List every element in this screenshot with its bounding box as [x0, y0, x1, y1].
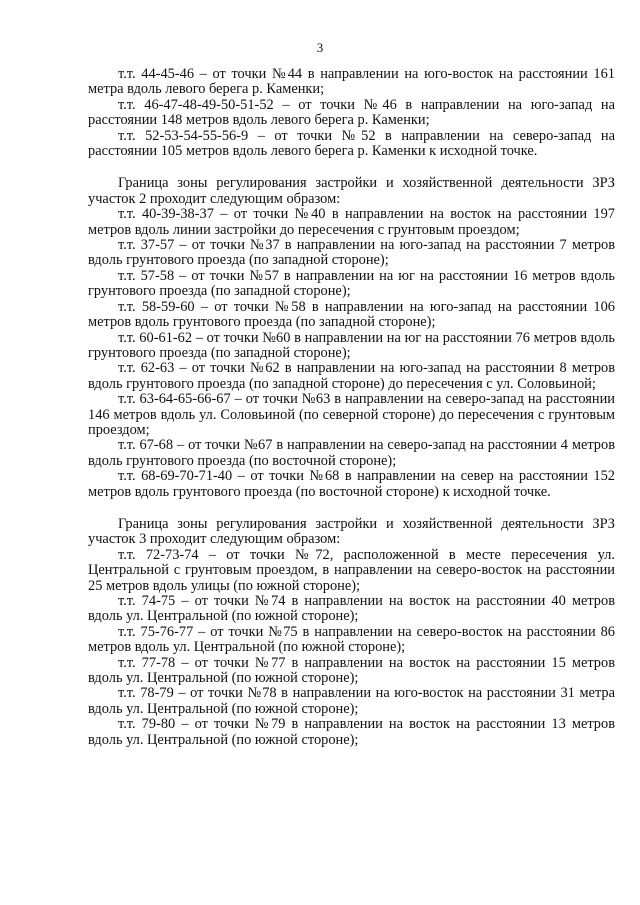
- paragraph: т.т. 60-61-62 – от точки №60 в направлении на юг на расстоянии 76 метров вдоль грунтового проезда (по западной стороне);: [88, 329, 615, 361]
- paragraph: т.т. 78-79 – от точки №78 в направлении на юго-восток на расстоянии 31 метра вдоль ул. Центральной (по южной стороне);: [88, 685, 615, 717]
- paragraph: т.т. 75-76-77 – от точки №75 в направлении на северо-восток на расстоянии 86 метров вдоль ул. Центральной (по южной стороне);: [88, 623, 615, 656]
- section-heading: Граница зоны регулирования застройки и хозяйственной деятельности ЗРЗ участок 2 проходит следующим образом:: [88, 175, 615, 207]
- paragraph: т.т. 63-64-65-66-67 – от точки №63 в направлении на северо-запад на расстоянии 146 метров вдоль ул. Соловьиной (по северной стороне) до пересечения с грунтовым проездом;: [88, 391, 615, 438]
- document-body: [88, 67, 615, 748]
- paragraph: т.т. 62-63 – от точки №62 в направлении на юго-запад на расстоянии 8 метров вдоль грунтового проезда (по западной стороне) до пересечения с ул. Соловьиной;: [88, 360, 615, 392]
- paragraph: т.т. 77-78 – от точки №77 в направлении на восток на расстоянии 15 метров вдоль ул. Центральной (по южной стороне);: [88, 654, 615, 687]
- section-spacer: [88, 159, 615, 176]
- paragraph: т.т. 74-75 – от точки №74 в направлении на восток на расстоянии 40 метров вдоль ул. Центральной (по южной стороне);: [88, 593, 615, 625]
- paragraph: т.т. 57-58 – от точки №57 в направлении на юг на расстоянии 16 метров вдоль грунтового проезда (по западной стороне);: [88, 267, 615, 300]
- paragraph: т.т. 52-53-54-55-56-9 – от точки №52 в направлении на северо-запад на расстоянии 105 метров вдоль левого берега р. Каменки к исходной точке.: [88, 127, 615, 160]
- paragraph: т.т. 58-59-60 – от точки №58 в направлении на юго-запад на расстоянии 106 метров вдоль грунтового проезда (по западной стороне);: [88, 298, 615, 331]
- paragraph: т.т. 67-68 – от точки №67 в направлении на северо-запад на расстоянии 4 метров вдоль грунтового проезда (по восточной стороне);: [88, 437, 615, 469]
- paragraph: т.т. 72-73-74 – от точки №72, расположенной в месте пересечения ул. Центральной с грунтовым проездом, в направлении на северо-восток на расстоянии 25 метров вдоль улицы (по южной стороне);: [88, 546, 615, 594]
- paragraph: т.т. 79-80 – от точки №79 в направлении на восток на расстоянии 13 метров вдоль ул. Центральной (по южной стороне);: [88, 716, 615, 748]
- paragraph: т.т. 37-57 – от точки №37 в направлении на юго-запад на расстоянии 7 метров вдоль грунтового проезда (по западной стороне);: [88, 237, 615, 269]
- section-spacer: [88, 500, 615, 517]
- paragraph: т.т. 44-45-46 – от точки №44 в направлении на юго-восток на расстоянии 161 метра вдоль левого берега р. Каменки;: [88, 66, 615, 98]
- paragraph: т.т. 68-69-70-71-40 – от точки №68 в направлении на север на расстоянии 152 метров вдоль грунтового проезда (по восточной стороне) к исходной точке.: [88, 468, 615, 500]
- paragraph: т.т. 46-47-48-49-50-51-52 – от точки №46 в направлении на юго-запад на расстоянии 148 метров вдоль левого берега р. Каменки;: [88, 96, 615, 129]
- paragraph: т.т. 40-39-38-37 – от точки №40 в направлении на восток на расстоянии 197 метров вдоль линии застройки до пересечения с грунтовым проездом;: [88, 206, 615, 238]
- section-heading: Граница зоны регулирования застройки и хозяйственной деятельности ЗРЗ участок 3 проходит следующим образом:: [88, 515, 615, 548]
- page-number: 3: [316, 40, 324, 55]
